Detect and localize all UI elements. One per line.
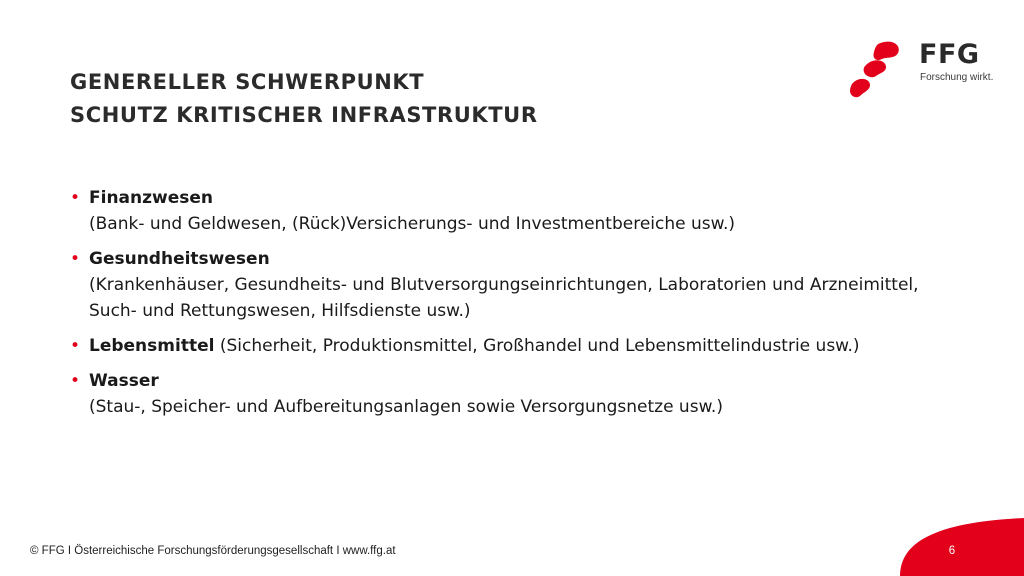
- ffg-logo-mark-icon: [850, 40, 914, 98]
- bullet-list: [70, 185, 970, 429]
- slide-title: [70, 66, 538, 132]
- bullet-detail: (Bank- und Geldwesen, (Rück)Versicherungs- und Investmentbereiche usw.): [89, 214, 736, 234]
- bullet-term: Lebensmittel: [89, 336, 215, 356]
- bullet-term: Finanzwesen: [89, 188, 213, 208]
- page-number: 6: [948, 545, 956, 557]
- logo-wordmark: FFG: [919, 39, 980, 70]
- logo-tagline: Forschung wirkt.: [920, 72, 994, 83]
- bullet-detail: (Krankenhäuser, Gesundheits- und Blutversorgungseinrichtungen, Laboratorien und Arzneimittel, Such- und Rettungswesen, Hilfsdienste usw.): [89, 275, 919, 321]
- bullet-detail: (Stau-, Speicher- und Aufbereitungsanlagen sowie Versorgungsnetze usw.): [89, 397, 723, 417]
- ffg-logo: [850, 39, 994, 100]
- list-item: [70, 246, 970, 324]
- list-item: [70, 185, 970, 237]
- bullet-marker: •: [70, 188, 81, 208]
- bullet-marker: •: [70, 249, 81, 269]
- bullet-marker: •: [70, 336, 81, 356]
- bullet-marker: •: [70, 371, 81, 391]
- bullet-inline: (Sicherheit, Produktionsmittel, Großhandel und Lebensmittelindustrie usw.): [214, 336, 860, 356]
- list-item: [70, 368, 970, 420]
- bullet-term: Wasser: [89, 371, 159, 391]
- list-item: [70, 333, 970, 359]
- bullet-term: Gesundheitswesen: [89, 249, 270, 269]
- footer-copyright: © FFG I Österreichische Forschungsförderungsgesellschaft I www.ffg.at: [30, 545, 396, 557]
- title-line-1: GENERELLER SCHWERPUNKT: [70, 70, 425, 94]
- title-line-2: SCHUTZ KRITISCHER INFRASTRUKTUR: [70, 103, 538, 127]
